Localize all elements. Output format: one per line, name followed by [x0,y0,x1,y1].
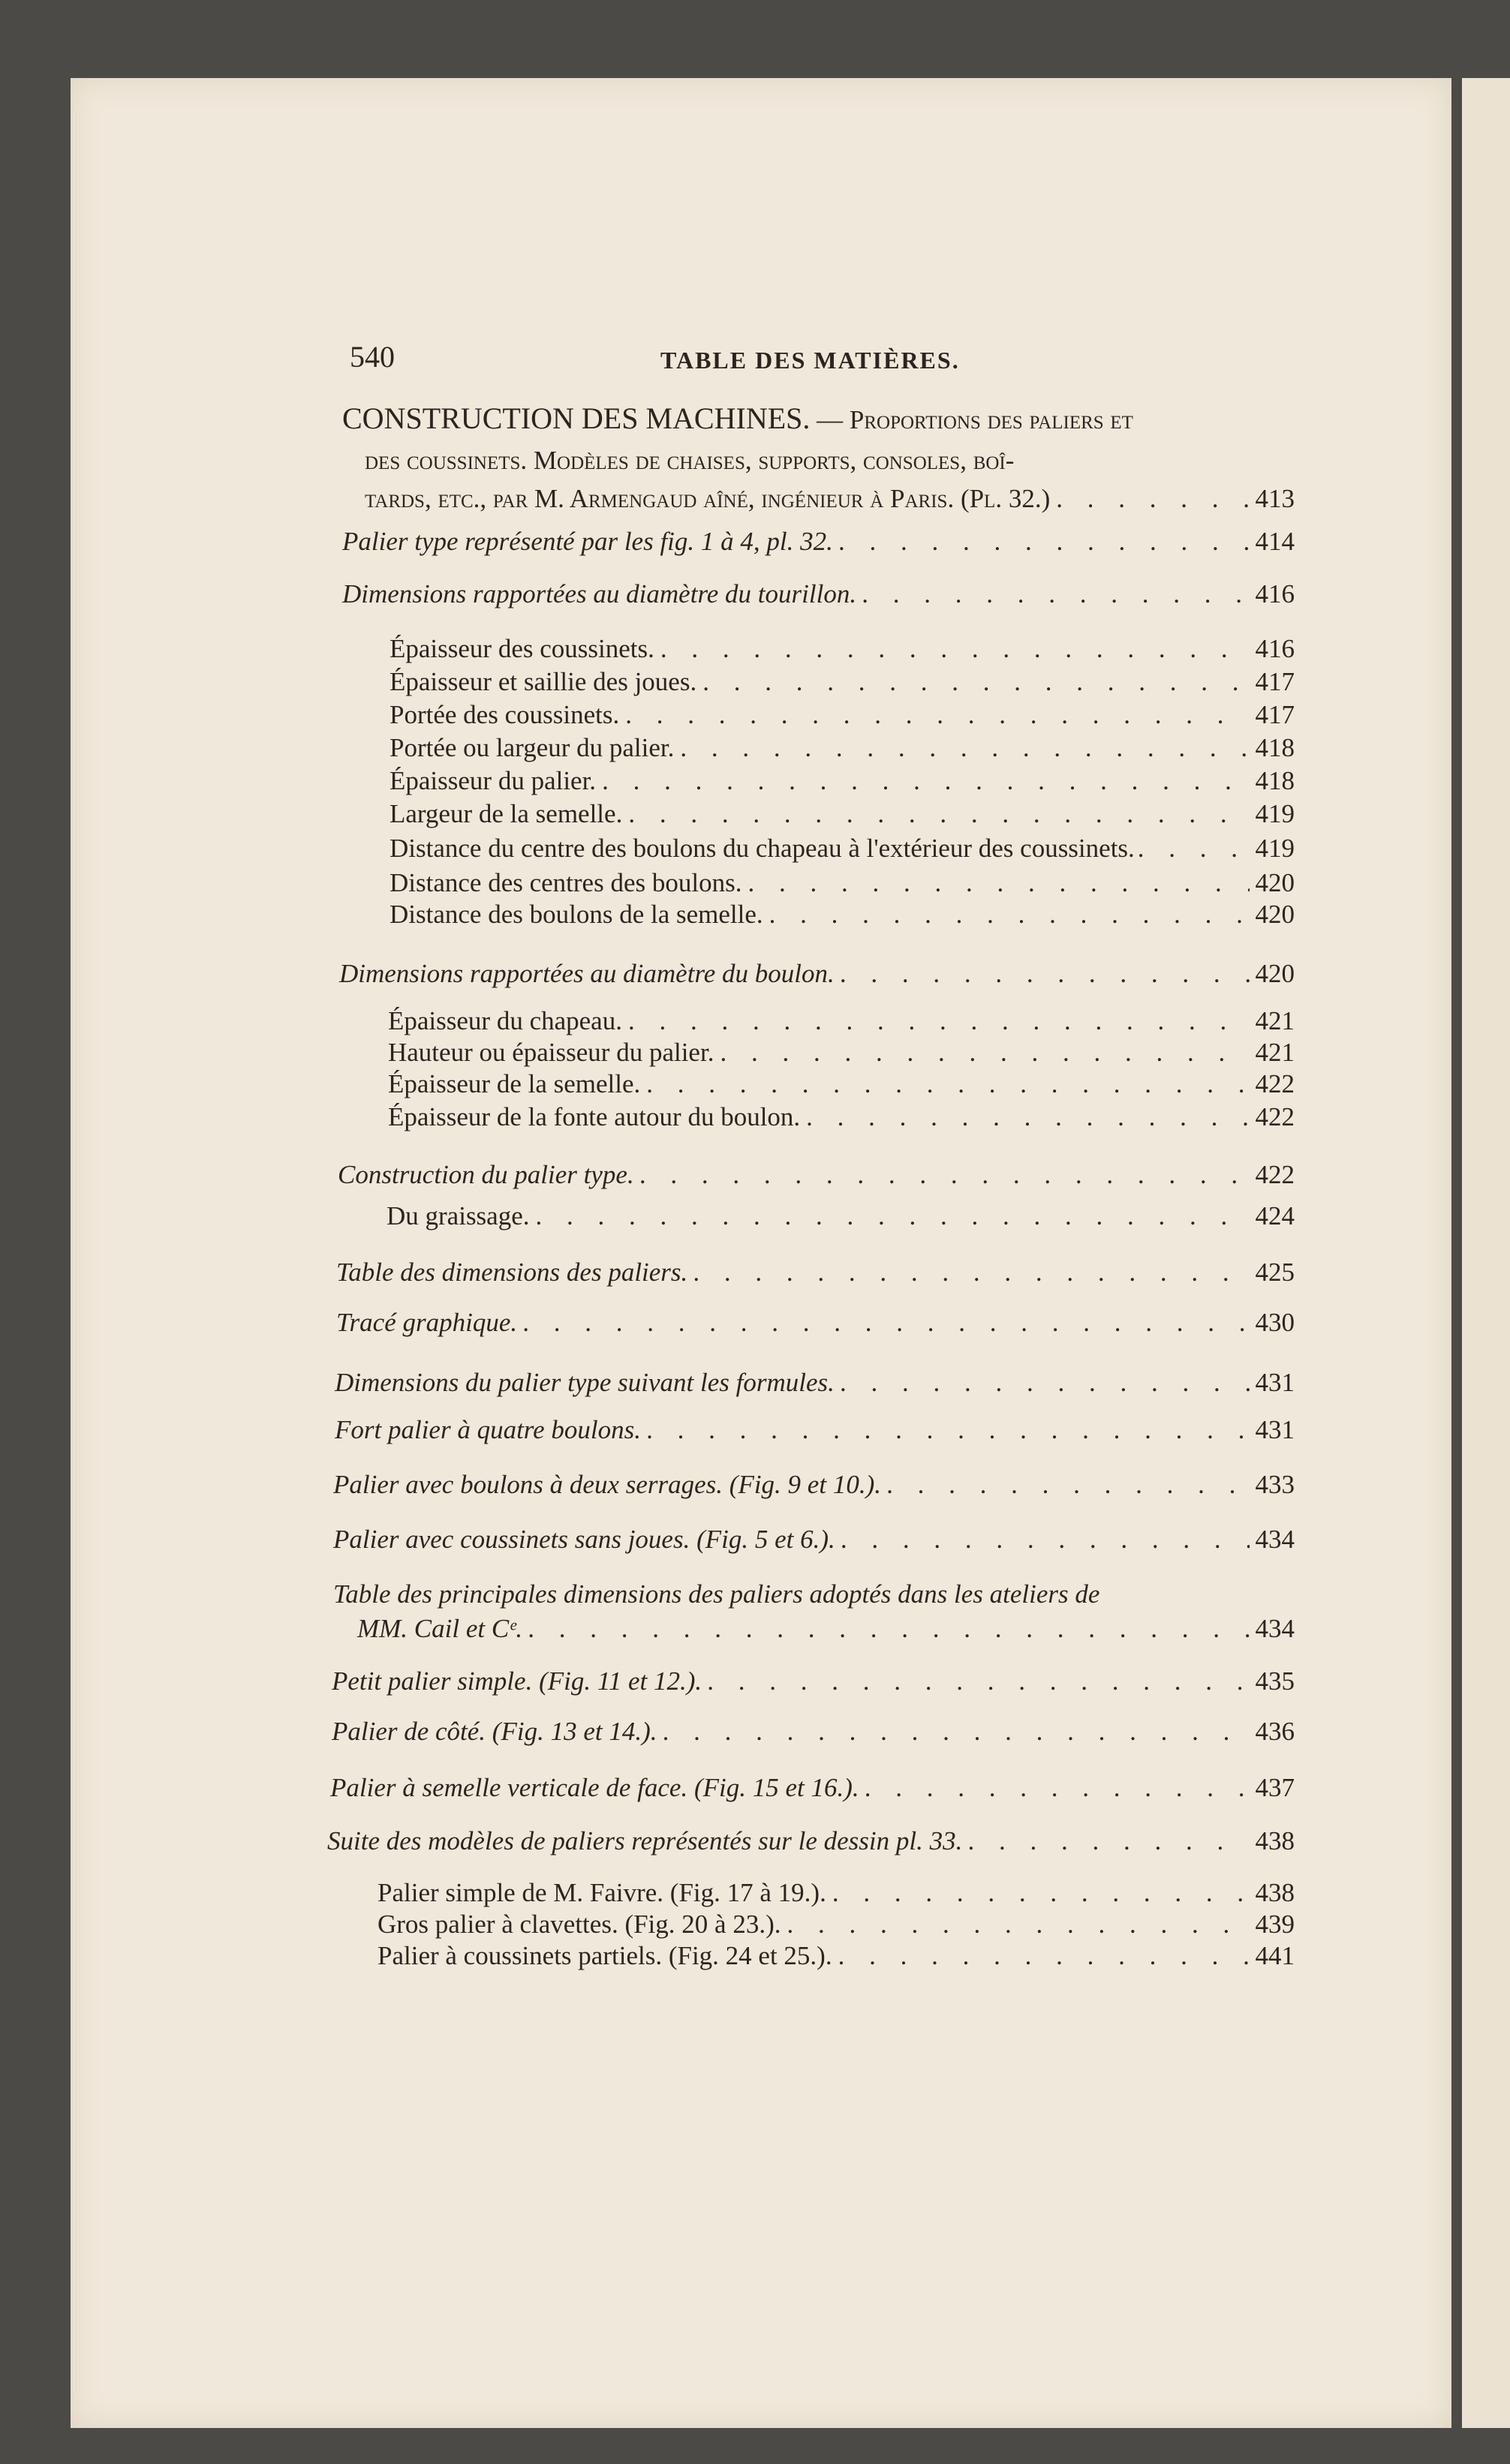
entry-page: 420 [1255,868,1295,897]
entry-text: Dimensions rapportées au diamètre du boulon. [339,959,835,988]
entry-text: Gros palier à clavettes. (Fig. 20 à 23.). [378,1910,781,1939]
toc-entry [338,1160,1295,1190]
entry-page: 435 [1255,1666,1295,1696]
toc-entry [327,1826,1295,1856]
toc-subentry [388,1006,1295,1036]
toc-subentry [387,1201,1295,1231]
dot-leader [832,1878,1250,1908]
entry-page: 421 [1255,1038,1295,1067]
toc-subentry [378,1878,1295,1908]
entry-text: Hauteur ou épaisseur du palier. [388,1038,714,1067]
dot-leader [680,733,1249,763]
dot-leader [693,1258,1249,1288]
dot-leader [862,579,1249,609]
entry-page: 417 [1255,700,1295,729]
entry-text: Palier simple de M. Faivre. (Fig. 17 à 19.). [378,1878,826,1907]
entry-text: Épaisseur de la semelle. [388,1069,641,1098]
dot-leader [640,1160,1250,1190]
entry-text: MM. Cail et Cᵉ. [357,1614,523,1643]
toc-subentry [390,868,1295,898]
entry-text: Largeur de la semelle. [390,799,623,828]
entry-text: Portée ou largeur du palier. [390,733,675,762]
entry-page: 433 [1255,1470,1295,1499]
entry-text: Fort palier à quatre boulons. [335,1415,642,1444]
entry-text: Palier à coussinets partiels. (Fig. 24 et 25.). [378,1941,832,1970]
entry-text: Distance du centre des boulons du chapeau à l'extérieur des coussinets. [390,834,1135,863]
entry-text: Suite des modèles de paliers représentés sur le dessin pl. 33. [327,1826,963,1856]
toc-entry [332,1717,1295,1747]
toc-entry [342,527,1295,557]
dot-leader [660,634,1250,664]
dot-leader [625,700,1249,730]
entry-text: Distance des boulons de la semelle. [390,900,763,929]
entry-page: 422 [1255,1069,1295,1098]
entry-page: 422 [1255,1102,1295,1131]
toc-subentry [378,1910,1295,1940]
toc-subentry [390,900,1295,930]
dot-leader [1056,484,1249,514]
entry-page: 419 [1255,834,1295,863]
toc-entry [335,1368,1295,1398]
dot-leader [839,527,1250,557]
toc-entry [336,1258,1295,1288]
dot-leader [628,799,1249,829]
toc-subentry [390,634,1295,664]
toc-subentry [390,700,1295,730]
entry-page: 421 [1255,1006,1295,1035]
toc-subentry [390,799,1295,829]
entry-page: 416 [1255,634,1295,663]
entry-page: 420 [1255,900,1295,929]
toc-entry [333,1525,1295,1555]
toc-entry-line-1: Table des principales dimensions des paliers adoptés dans les ateliers de [333,1579,1100,1609]
toc-entry [339,959,1295,989]
entry-page: 431 [1255,1415,1295,1444]
section-title-line-3 [365,484,1295,514]
toc-entry [333,1470,1295,1500]
entry-page: 418 [1255,733,1295,762]
entry-text: Table des dimensions des paliers. [336,1258,688,1287]
entry-text: tards, etc., par M. Armengaud aîné, ingénieur à Paris. (Pl. 32.) [365,484,1051,513]
entry-text: Palier type représenté par les fig. 1 à 4, pl. 32. [342,527,833,556]
dot-leader [1138,834,1253,864]
dot-leader [838,1941,1250,1971]
dot-leader [708,1666,1249,1696]
dot-leader [968,1826,1249,1856]
entry-text: Épaisseur du chapeau. [388,1006,622,1035]
entry-page: 425 [1255,1258,1295,1287]
toc-subentry [390,733,1295,763]
entry-text: Petit palier simple. (Fig. 11 et 12.). [332,1666,702,1696]
dot-leader [769,900,1250,930]
entry-text: Tracé graphique. [336,1308,518,1337]
entry-page: 414 [1255,527,1295,556]
entry-text: Dimensions du palier type suivant les formules. [335,1368,835,1397]
dot-leader [887,1470,1250,1500]
dot-leader [841,959,1250,989]
entry-text: Dimensions rapportées au diamètre du tourillon. [342,579,857,608]
toc-subentry [390,667,1295,697]
running-title: TABLE DES MATIÈRES. [660,347,960,374]
entry-text: Épaisseur et saillie des joues. [390,667,697,696]
toc-entry [335,1415,1295,1445]
entry-page: 437 [1255,1773,1295,1802]
toc-subentry [390,766,1295,796]
page-number: 540 [350,340,395,374]
entry-page: 436 [1255,1717,1295,1746]
entry-page: 417 [1255,667,1295,696]
toc-entry [330,1773,1295,1803]
entry-page: 418 [1255,766,1295,795]
dot-leader [646,1069,1249,1099]
toc-subentry [378,1941,1295,1971]
entry-page: 434 [1255,1525,1295,1554]
entry-page: 416 [1255,579,1295,608]
dot-leader [841,1368,1250,1398]
entry-page: 430 [1255,1308,1295,1337]
facing-page-edge [1462,78,1510,2428]
entry-text: Palier avec coussinets sans joues. (Fig. 5 et 6.). [333,1525,835,1554]
toc-entry [332,1666,1295,1696]
dot-leader [806,1102,1249,1132]
entry-text: Palier à semelle verticale de face. (Fig. 15 et 16.). [330,1773,859,1802]
toc-subentry [390,834,1295,864]
entry-text: Portée des coussinets. [390,700,620,729]
toc-entry [342,579,1295,609]
toc-subentry [388,1038,1295,1068]
toc-subentry [388,1069,1295,1099]
entry-page: 431 [1255,1368,1295,1397]
entry-text: Épaisseur de la fonte autour du boulon. [388,1102,801,1131]
dot-leader [787,1910,1249,1940]
entry-page: 413 [1255,484,1295,513]
entry-page: 424 [1255,1201,1295,1230]
dot-leader [647,1415,1249,1445]
entry-text: Distance des centres des boulons. [390,868,742,897]
dot-leader [602,766,1249,796]
entry-page: 422 [1255,1160,1295,1189]
entry-text: Épaisseur des coussinets. [390,634,654,663]
entry-text: Épaisseur du palier. [390,766,597,795]
entry-page: 420 [1255,959,1295,988]
entry-text: Palier avec boulons à deux serrages. (Fig. 9 et 10.). [333,1470,881,1499]
entry-page: 438 [1255,1826,1295,1856]
entry-page: 439 [1255,1910,1295,1939]
entry-page: 441 [1255,1941,1295,1970]
dot-leader [536,1201,1250,1231]
section-title-subtitle: — Proportions des paliers et [810,405,1133,434]
section-title-line-1 [342,401,1133,435]
dot-leader [747,868,1249,898]
dot-leader [628,1006,1250,1036]
entry-text: Palier de côté. (Fig. 13 et 14.). [332,1717,657,1746]
section-title-line-2: des coussinets. Modèles de chaises, supports, consoles, boî- [365,446,1015,475]
toc-entry [357,1614,1295,1644]
entry-text: Construction du palier type. [338,1160,634,1189]
dot-leader [702,667,1249,697]
dot-leader [720,1038,1249,1068]
entry-page: 438 [1255,1878,1295,1907]
entry-text: Du graissage. [387,1201,530,1230]
section-title-main: CONSTRUCTION DES MACHINES. [342,401,811,435]
entry-page: 419 [1255,799,1295,828]
dot-leader [523,1308,1249,1338]
toc-subentry [388,1102,1295,1132]
dot-leader [528,1614,1249,1644]
dot-leader [663,1717,1249,1747]
toc-entry [336,1308,1295,1338]
dot-leader [841,1525,1250,1555]
dot-leader [865,1773,1250,1803]
entry-page: 434 [1255,1614,1295,1643]
